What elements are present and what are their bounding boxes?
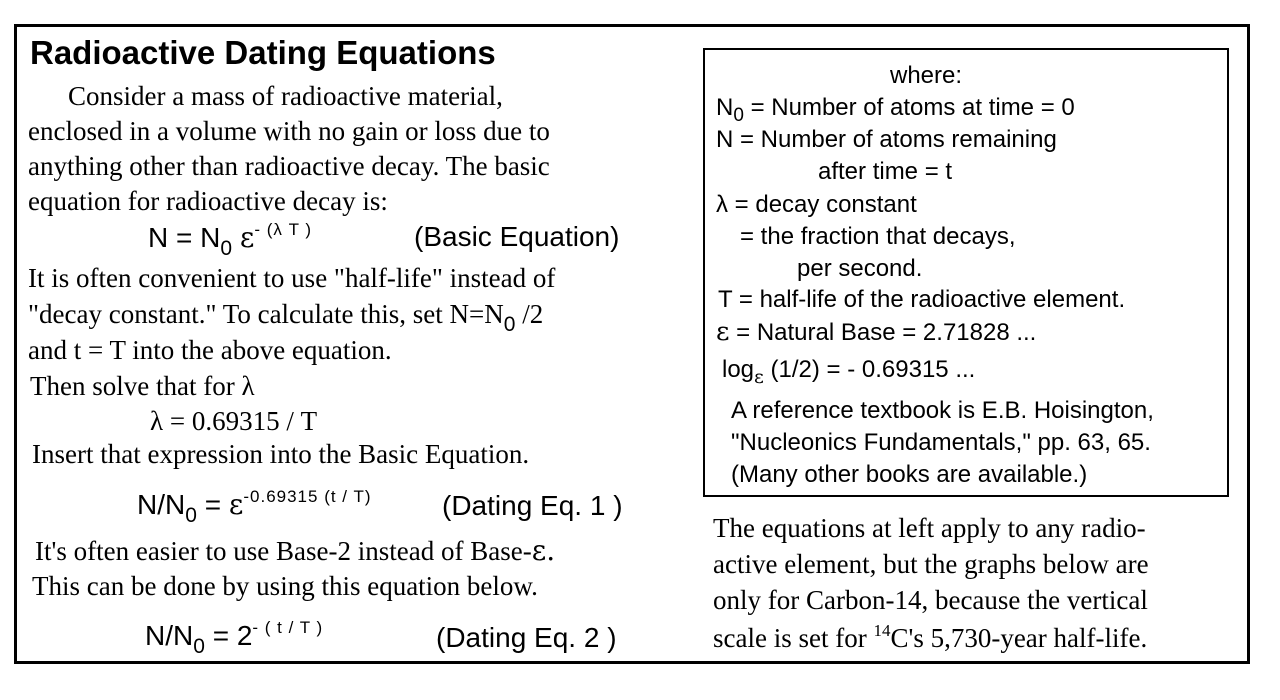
where-heading: where: <box>890 62 963 89</box>
intro-line-1: Consider a mass of radioactive material, <box>68 81 503 111</box>
def-log: $\log_\varepsilon (1/2)$ = - 0.69315 ... <box>722 356 976 388</box>
halflife-line-3: and t = T into the above equation. <box>28 335 392 365</box>
note-line-1: The equations at left apply to any radio- <box>713 513 1146 543</box>
def-epsilon: ε = Natural Base = 2.71828 ... <box>716 317 1037 347</box>
basic-equation: $N = N_0$ $\varepsilon^{- (\lambda T )}$ <box>148 220 313 260</box>
lambda-equation: λ = 0.69315 / T <box>150 406 318 436</box>
dating-equation-2-label: (Dating Eq. 2 ) <box>436 622 617 653</box>
page-title: Radioactive Dating Equations <box>30 34 496 71</box>
intro-line-3: anything other than radioactive decay. The basic <box>28 151 550 181</box>
reference-line-2: "Nucleonics Fundamentals," pp. 63, 65. <box>731 429 1151 456</box>
intro-line-4: equation for radioactive decay is: <box>28 186 388 216</box>
dating-equation-1: $N/N_0 = \varepsilon^{-0.69315 (t / T)}$ <box>137 487 372 527</box>
def-n-cont: after time = t <box>818 158 953 185</box>
def-t: T = half-life of the radioactive element. <box>718 286 1126 313</box>
dating-equation-2: $N/N_0 = 2^{- ( t / T )}$ <box>145 618 324 658</box>
halflife-line-2: "decay constant." To calculate this, set $N=N_0$ /2 <box>28 299 544 336</box>
note-line-4: scale is set for $^{14}$C's 5,730-year half-life. <box>713 621 1148 653</box>
note-line-2: active element, but the graphs below are <box>713 549 1149 579</box>
solve-line: Then solve that for λ <box>30 371 255 401</box>
intro-line-2: enclosed in a volume with no gain or loss due to <box>28 116 550 146</box>
reference-line-1: A reference textbook is E.B. Hoisington, <box>731 397 1154 424</box>
reference-line-3: (Many other books are available.) <box>731 461 1088 488</box>
def-lambda-cont-2: per second. <box>797 255 923 282</box>
dating-equation-1-label: (Dating Eq. 1 ) <box>442 490 623 521</box>
def-n0: $N_0$ = Number of atoms at time = 0 <box>716 94 1075 126</box>
def-n: N = Number of atoms remaining <box>716 126 1057 153</box>
insert-line: Insert that expression into the Basic Equation. <box>32 439 530 469</box>
note-line-3: only for Carbon-14, because the vertical <box>713 585 1148 615</box>
def-lambda: λ = decay constant <box>716 191 917 218</box>
done-line: This can be done by using this equation below. <box>32 571 538 601</box>
halflife-line-1: It is often convenient to use "half-life" instead of <box>28 263 556 293</box>
def-lambda-cont: = the fraction that decays, <box>740 223 1016 250</box>
basic-equation-label: (Basic Equation) <box>414 221 620 252</box>
base2-line: It's often easier to use Base-2 instead of Base-ε. <box>35 534 556 567</box>
